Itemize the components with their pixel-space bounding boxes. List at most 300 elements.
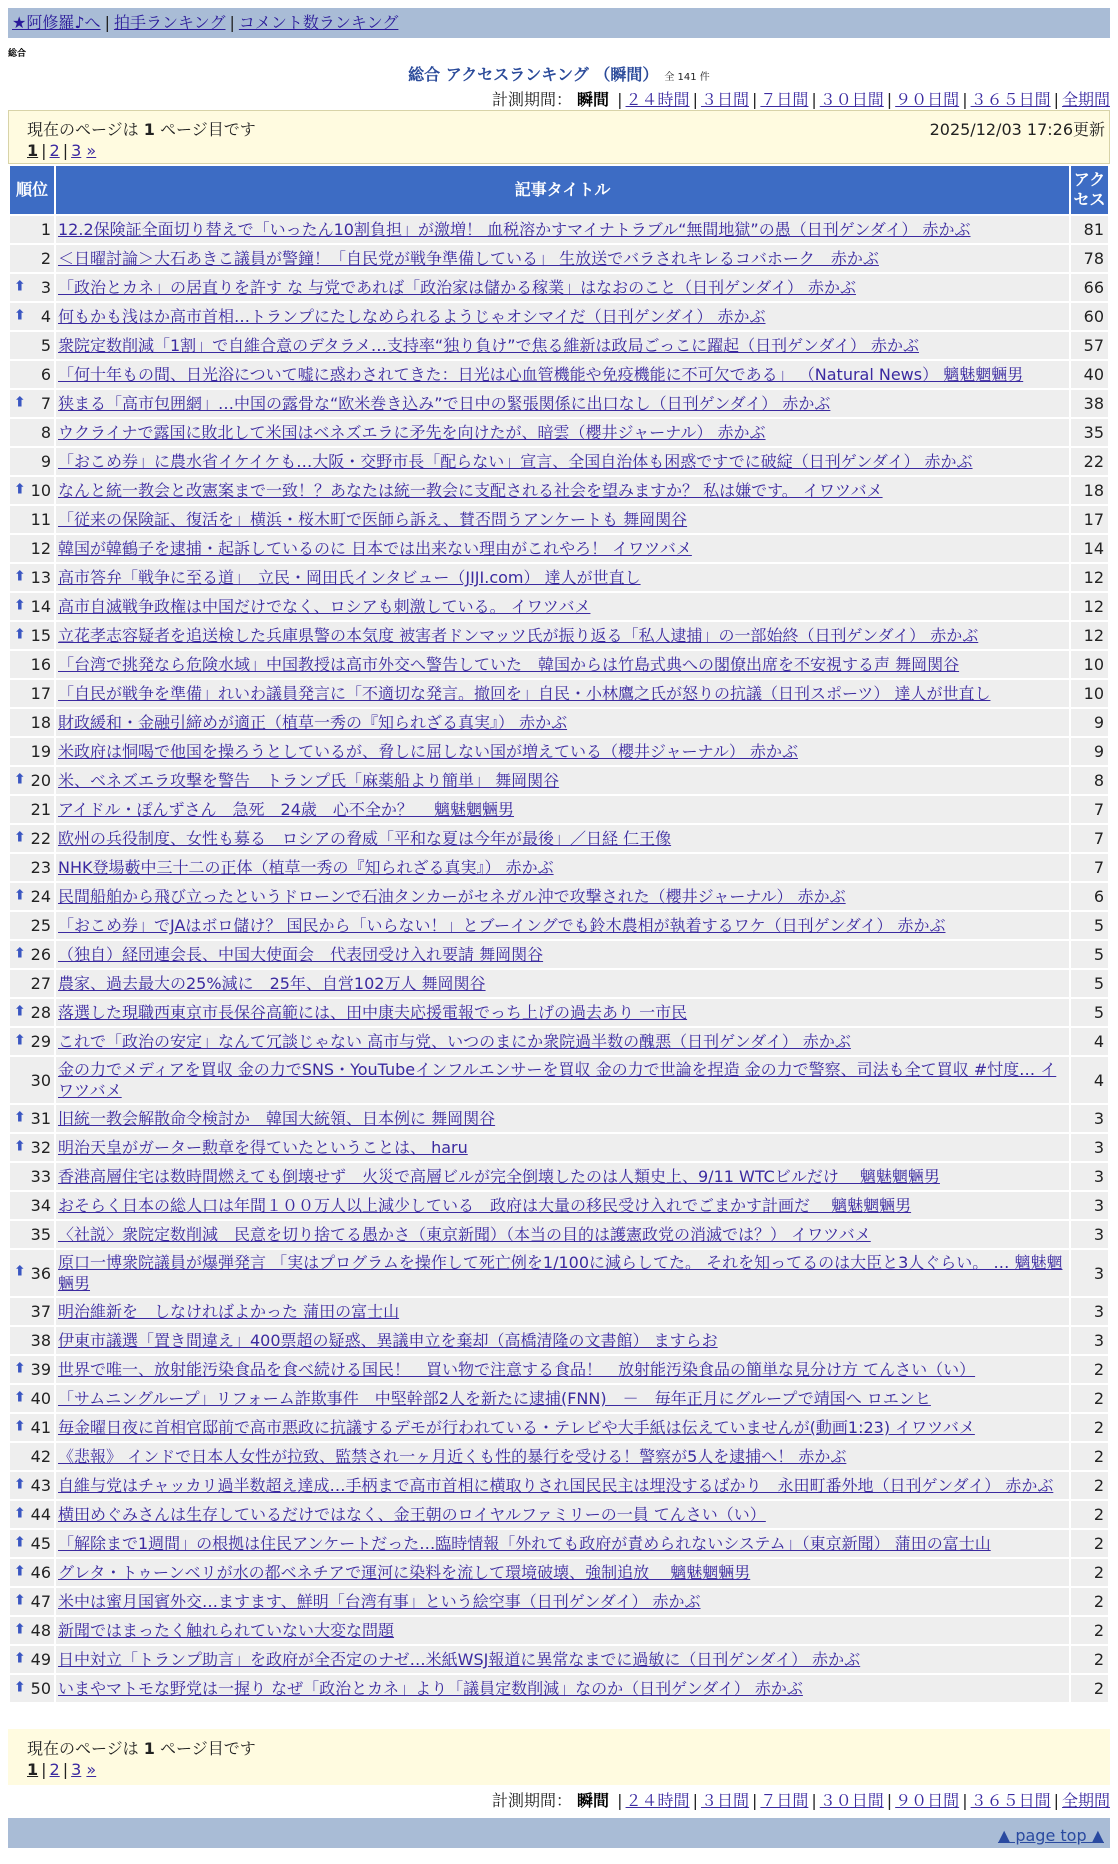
article-title-link[interactable]: 「解除まで1週間」の根拠は住民アンケートだった…臨時情報「外れても政府が責められないシステム」（東京新聞） 蒲田の富士山 [58,1534,991,1553]
article-title-link[interactable]: NHK登場藪中三十二の正体（植草一秀の『知られざる真実』） 赤かぶ [58,858,554,877]
table-row [10,1221,1108,1248]
rank-number: 13 [30,568,51,587]
rank-up-arrow-icon: ⬆ [14,1620,26,1637]
table-row [10,593,1108,620]
table-row [10,1356,1108,1383]
rank-number: 10 [30,481,51,500]
table-row [10,535,1108,562]
access-count: 3 [1071,1298,1108,1325]
access-count: 2 [1071,1385,1108,1412]
table-row [10,912,1108,939]
title-cell [56,1617,1069,1644]
access-count: 10 [1071,680,1108,707]
article-title-link[interactable]: グレタ・トゥーンベリが水の都ベネチアで運河に染料を流して環境破壊、強制追放 魑魅魍魎男 [58,1563,751,1582]
rank-up-arrow-icon: ⬆ [14,1417,26,1434]
title-cell [56,1192,1069,1219]
article-title-link[interactable]: 韓国が韓鶴子を逮捕・起訴しているのに 日本では出来ない理由がこれやろ！ イワツバメ [58,539,692,558]
access-count: 18 [1071,477,1108,504]
table-row [10,361,1108,388]
title-cell [56,709,1069,736]
article-title-link[interactable]: 毎金曜日夜に首相官邸前で高市悪政に抗議するデモが行われている・テレビや大手紙は伝えていませんが(動画1:23) イワツバメ [58,1418,975,1437]
title-cell [56,1646,1069,1673]
access-count: 57 [1071,332,1108,359]
title-cell [56,738,1069,765]
article-title-link[interactable]: 「従来の保険証、復活を」横浜・桜木町で医師ら訴え、賛否問うアンケートも 舞岡関谷 [58,510,688,529]
table-row [10,1501,1108,1528]
access-count: 2 [1071,1530,1108,1557]
article-title-link[interactable]: 米政府は恫喝で他国を操ろうとしているが、脅しに屈しない国が増えている（櫻井ジャーナル） 赤かぶ [58,742,798,761]
rank-number: 6 [40,365,51,384]
article-title-link[interactable]: 落選した現職西東京市長保谷高範には、田中康夫応援電報でっち上げの過去あり 一市民 [58,1003,688,1022]
article-title-link[interactable]: 米、ベネズエラ攻撃を警告 トランプ氏「麻薬船より簡単」 舞岡関谷 [58,771,560,790]
article-title-link[interactable]: ウクライナで露国に敗北して米国はベネズエラに矛先を向けたが、暗雲（櫻井ジャーナル） 赤かぶ [58,423,766,442]
title-cell [56,564,1069,591]
article-title-link[interactable]: 明治維新を しなければよかった 蒲田の富士山 [58,1302,400,1321]
rank-cell [10,1385,54,1412]
rank-cell [10,303,54,330]
table-row [10,564,1108,591]
table-row [10,1250,1108,1296]
table-row [10,680,1108,707]
article-title-link[interactable]: ＜日曜討論＞大石あきこ議員が警鐘！「自民党が戦争準備している」 生放送でバラされキレるコバホーク 赤かぶ [58,249,879,268]
access-count: 9 [1071,738,1108,765]
rank-cell [10,622,54,649]
access-count: 81 [1071,216,1108,243]
table-row [10,825,1108,852]
rank-cell [10,970,54,997]
rank-cell [10,1501,54,1528]
rank-number: 1 [40,220,51,239]
rank-cell [10,1105,54,1132]
pager-link[interactable]: 3 [71,141,82,160]
article-title-link[interactable]: アイドル・ぽんずさん 急死 24歳 心不全か？ 魑魅魍魎男 [58,800,515,819]
rank-cell [10,767,54,794]
rank-cell [10,419,54,446]
table-row [10,1298,1108,1325]
rank-number: 50 [30,1679,51,1698]
article-title-link[interactable]: 「自民が戦争を準備」れいわ議員発言に「不適切な発言。撤回を」自民・小林鷹之氏が怒りの抗議（日刊スポーツ） 達人が世直し [58,684,991,703]
rank-up-arrow-icon: ⬆ [14,1678,26,1695]
rank-up-arrow-icon: ⬆ [14,1649,26,1666]
period-separator: | [692,1791,698,1810]
rank-cell [10,1356,54,1383]
rank-cell [10,216,54,243]
period-option-link[interactable]: ２４時間 [625,90,690,109]
table-row [10,970,1108,997]
table-row [10,332,1108,359]
period-option-link[interactable]: 全期間 [1061,1791,1110,1810]
current-page-text: 現在のページは 1 ページ目です [27,1739,256,1758]
table-row [10,419,1108,446]
rank-number: 38 [30,1331,51,1350]
period-separator: | [692,90,698,109]
rank-number: 31 [30,1109,51,1128]
title-cell [56,1134,1069,1161]
title-cell [56,332,1069,359]
article-title-link[interactable]: 「何十年もの間、日光浴について嘘に惑わされてきた：日光は心血管機能や免疫機能に不可欠である」 （Natural News） 魑魅魍魎男 [58,365,1024,384]
title-cell [56,1057,1069,1103]
rank-number: 35 [30,1225,51,1244]
rank-number: 48 [30,1621,51,1640]
rank-cell [10,912,54,939]
footer-bar [8,1818,1110,1848]
title-cell [56,651,1069,678]
rank-number: 11 [30,510,51,529]
period-separator: | [811,1791,817,1810]
article-title-link[interactable]: 狭まる「高市包囲網」…中国の露骨な“欧米巻き込み”で日中の緊張関係に出口なし（日刊ゲンダイ） 赤かぶ [58,394,831,413]
table-row [10,1327,1108,1354]
page-info-top [8,110,1110,164]
pager-link[interactable]: 2 [49,141,60,160]
rank-number: 26 [30,945,51,964]
pager-separator: | [41,141,47,160]
page-title-text: 総合 アクセスランキング （瞬間） [408,65,659,84]
table-row [10,1385,1108,1412]
table-row [10,390,1108,417]
article-title-link[interactable]: 自維与党はチャッカリ過半数超え達成…手柄まで高市首相に横取りされ国民民主は埋没するばかり 永田町番外地（日刊ゲンダイ） 赤かぶ [58,1476,1054,1495]
article-title-link[interactable]: 立花孝志容疑者を追送検した兵庫県警の本気度 被害者ドンマッツ氏が振り返る「私人逮捕」の一部始終（日刊ゲンダイ） 赤かぶ [58,626,979,645]
period-separator: | [1053,1791,1059,1810]
access-count: 14 [1071,535,1108,562]
access-count: 2 [1071,1356,1108,1383]
article-title-link[interactable]: 新聞ではまったく触れられていない大変な問題 [58,1621,395,1640]
table-row [10,622,1108,649]
title-cell [56,1530,1069,1557]
article-title-link[interactable]: 世界で唯一、放射能汚染食品を食べ続ける国民！ 買い物で注意する食品！ 放射能汚染食品の簡単な見分け方 てんさい（い） [58,1360,976,1379]
ranking-table [8,164,1110,1704]
rank-up-arrow-icon: ⬆ [14,1533,26,1550]
top-nav-bar [8,8,1110,38]
period-separator: | [751,90,758,109]
title-cell [56,999,1069,1026]
pager-current: 1 [27,1760,39,1779]
title-cell [56,622,1069,649]
article-title-link[interactable]: 香港高層住宅は数時間燃えても倒壊せず 火災で高層ビルが完全倒壊したのは人類史上、9/11 WTCビルだけ 魑魅魍魎男 [58,1167,940,1186]
title-cell [56,1414,1069,1441]
table-row [10,1559,1108,1586]
rank-cell [10,564,54,591]
rank-up-arrow-icon: ⬆ [14,1504,26,1521]
access-count: 8 [1071,767,1108,794]
title-cell [56,1443,1069,1470]
article-title-link[interactable]: 民間船舶から飛び立ったというドローンで石油タンカーがセネガル沖で攻撃された（櫻井ジャーナル） 赤かぶ [58,887,846,906]
period-option-link[interactable]: ３６５日間 [970,1791,1051,1810]
rank-number: 18 [30,713,51,732]
rank-up-arrow-icon: ⬆ [14,596,26,613]
article-title-link[interactable]: 「おこめ券」でJAはボロ儲け？ 国民から「いらない！」とブーイングでも鈴木農相が執着するワケ（日刊ゲンダイ） 赤かぶ [58,916,946,935]
title-cell [56,1250,1069,1296]
rank-up-arrow-icon: ⬆ [14,277,26,294]
access-count: 9 [1071,709,1108,736]
access-count: 7 [1071,825,1108,852]
access-count: 40 [1071,361,1108,388]
article-title-link[interactable]: 欧州の兵役制度、女性も募る ロシアの脅威「平和な夏は今年が最後」／日経 仁王像 [58,829,672,848]
article-title-link[interactable]: 横田めぐみさんは生存しているだけではなく、金王朝のロイヤルファミリーの一員 てんさい（い） [58,1505,766,1524]
access-count: 5 [1071,970,1108,997]
access-count: 2 [1071,1414,1108,1441]
title-cell [56,970,1069,997]
access-count: 6 [1071,883,1108,910]
access-count: 78 [1071,245,1108,272]
rank-cell [10,999,54,1026]
page-title [0,62,1118,85]
rank-number: 39 [30,1360,51,1379]
rank-up-arrow-icon: ⬆ [14,567,26,584]
rank-number: 12 [30,539,51,558]
access-count: 10 [1071,651,1108,678]
title-cell [56,477,1069,504]
pager-link[interactable]: 2 [49,1760,60,1779]
rank-cell [10,1057,54,1103]
rank-number: 3 [40,278,51,297]
table-row [10,709,1108,736]
rank-cell [10,651,54,678]
home-link[interactable]: ★阿修羅♪へ [12,13,101,32]
title-cell [56,1472,1069,1499]
access-count: 2 [1071,1675,1108,1702]
title-cell [56,854,1069,881]
access-count: 2 [1071,1472,1108,1499]
article-title-link[interactable]: 「政治とカネ」の居直りを許す な 与党であれば「政治家は儲かる稼業」はなおのこと（日刊ゲンダイ） 赤かぶ [58,278,856,297]
rank-up-arrow-icon: ⬆ [14,944,26,961]
table-row [10,796,1108,823]
rank-up-arrow-icon: ⬆ [14,1475,26,1492]
article-title-link[interactable]: 「台湾で挑発なら危険水域」中国教授は高市外交へ警告していた 韓国からは竹島式典への閣僚出席を不安視する声 舞岡関谷 [58,655,960,674]
article-title-link[interactable]: （独自）経団連会長、中国大使面会 代表団受け入れ要請 舞岡関谷 [58,945,544,964]
table-row [10,1675,1108,1702]
rank-number: 25 [30,916,51,935]
pager-next-link[interactable]: » [86,141,97,160]
access-count: 3 [1071,1327,1108,1354]
period-option-link[interactable]: ３日間 [700,1791,749,1810]
nav-separator: | [229,13,235,32]
access-count: 7 [1071,796,1108,823]
rank-cell [10,1028,54,1055]
rank-number: 24 [30,887,51,906]
table-row [10,1105,1108,1132]
period-option-link[interactable]: 全期間 [1061,90,1110,109]
article-title-link[interactable]: 「サムニングループ」リフォーム詐欺事件 中堅幹部2人を新たに逮捕(FNN) － 毎年正月にグループで靖国へ ロエンヒ [58,1389,931,1408]
access-count: 3 [1071,1134,1108,1161]
period-option-link[interactable]: ３日間 [700,90,749,109]
article-title-link[interactable]: 伊東市議選「置き間違え」400票超の疑惑、異議申立を棄却（高橋清隆の文書館） ますらお [58,1331,718,1350]
title-cell [56,1385,1069,1412]
table-row [10,651,1108,678]
article-title-link[interactable]: これで「政治の安定」なんて冗談じゃない 高市与党、いつのまにか衆院過半数の醜悪（日刊ゲンダイ） 赤かぶ [58,1032,851,1051]
period-option-link[interactable]: ３０日間 [819,1791,884,1810]
access-count: 4 [1071,1028,1108,1055]
article-title-link[interactable]: 〈社説〉衆院定数削減 民意を切り捨てる愚かさ（東京新聞）（本当の目的は護憲政党の消滅では？） イワツバメ [58,1225,871,1244]
rank-up-arrow-icon: ⬆ [14,770,26,787]
title-cell [56,1356,1069,1383]
rank-cell [10,1530,54,1557]
rank-up-arrow-icon: ⬆ [14,1108,26,1125]
rank-cell [10,825,54,852]
rank-number: 33 [30,1167,51,1186]
rank-up-arrow-icon: ⬆ [14,1562,26,1579]
table-row [10,477,1108,504]
rank-cell [10,274,54,301]
access-count: 2 [1071,1588,1108,1615]
article-title-link[interactable]: 米中は蜜月国賓外交…ますます、鮮明「台湾有事」という絵空事（日刊ゲンダイ） 赤かぶ [58,1592,701,1611]
rank-cell [10,361,54,388]
rank-number: 32 [30,1138,51,1157]
article-title-link[interactable]: 12.2保険証全面切り替えで「いったん10割負担」が激増！ 血税溶かすマイナトラブル“無間地獄”の愚（日刊ゲンダイ） 赤かぶ [58,220,971,239]
rank-cell [10,1559,54,1586]
period-option-link[interactable]: ９０日間 [895,90,960,109]
table-row [10,1057,1108,1103]
table-row [10,1028,1108,1055]
pager-next-link[interactable]: » [86,1760,97,1779]
pager-bottom [27,1760,96,1779]
article-title-link[interactable]: 財政緩和・金融引締めが適正（植草一秀の『知られざる真実』） 赤かぶ [58,713,568,732]
total-count: 全 141 件 [664,72,710,83]
rank-cell [10,506,54,533]
pager-link[interactable]: 3 [71,1760,82,1779]
rank-number: 47 [30,1592,51,1611]
rank-number: 2 [40,249,51,268]
period-option-link[interactable]: ７日間 [760,90,809,109]
title-cell [56,825,1069,852]
article-title-link[interactable]: 旧統一教会解散命令検討か 韓国大統領、日本例に 舞岡関谷 [58,1109,496,1128]
table-row [10,303,1108,330]
rank-cell [10,1250,54,1296]
rank-cell [10,1327,54,1354]
title-cell [56,1221,1069,1248]
rank-number: 34 [30,1196,51,1215]
title-cell [56,1163,1069,1190]
comment-ranking-link[interactable]: コメント数ランキング [238,13,399,32]
access-count: 2 [1071,1559,1108,1586]
rank-number: 15 [30,626,51,645]
table-row [10,245,1108,272]
rank-number: 36 [30,1263,51,1283]
access-count: 2 [1071,1646,1108,1673]
article-title-link[interactable]: 《悲報》 インドで日本人女性が拉致、監禁され一ヶ月近くも性的暴行を受ける！警察が5人を逮捕へ！ 赤かぶ [58,1447,847,1466]
title-cell [56,1501,1069,1528]
access-count: 5 [1071,999,1108,1026]
period-separator: | [617,1791,623,1810]
period-separator: | [886,1791,893,1810]
access-count: 35 [1071,419,1108,446]
title-cell [56,912,1069,939]
rank-up-arrow-icon: ⬆ [14,1359,26,1376]
period-label: 計測期間： [491,90,572,109]
page-top-link[interactable]: ▲ page top ▲ [997,1826,1104,1845]
table-row [10,1414,1108,1441]
title-cell [56,303,1069,330]
rank-number: 7 [40,394,51,413]
updated-timestamp: 2025/12/03 17:26更新 [929,120,1105,139]
period-option-link[interactable]: ２４時間 [625,1791,690,1810]
page-info-bottom [8,1729,1110,1785]
period-separator: | [617,90,623,109]
article-title-link[interactable]: 明治天皇がガーター勲章を得ていたということは、 haru [58,1138,468,1157]
title-cell [56,361,1069,388]
rank-number: 17 [30,684,51,703]
rank-number: 22 [30,829,51,848]
rank-cell [10,1588,54,1615]
rank-number: 16 [30,655,51,674]
article-title-link[interactable]: 何もかも浅はか高市首相…トランプにたしなめられるようじゃオシマイだ（日刊ゲンダイ） 赤かぶ [58,307,766,326]
rank-up-arrow-icon: ⬆ [14,1388,26,1405]
title-cell [56,274,1069,301]
title-cell [56,1675,1069,1702]
access-count: 38 [1071,390,1108,417]
rank-number: 14 [30,597,51,616]
rank-up-arrow-icon: ⬆ [14,828,26,845]
access-count: 2 [1071,1443,1108,1470]
rank-number: 29 [30,1032,51,1051]
access-count: 3 [1071,1221,1108,1248]
table-row [10,1163,1108,1190]
table-row [10,941,1108,968]
rank-cell [10,1163,54,1190]
rank-cell [10,709,54,736]
table-row [10,1134,1108,1161]
rank-up-arrow-icon: ⬆ [14,1591,26,1608]
period-separator: | [962,90,968,109]
rank-number: 21 [30,800,51,819]
period-option-link[interactable]: ７日間 [760,1791,809,1810]
access-count: 60 [1071,303,1108,330]
access-count: 66 [1071,274,1108,301]
article-title-link[interactable]: いまやマトモな野党は一握り なぜ「政治とカネ」より「議員定数削減」なのか（日刊ゲンダイ） 赤かぶ [58,1679,803,1698]
period-option-link[interactable]: ９０日間 [895,1791,960,1810]
article-title-link[interactable]: 高市答弁「戦争に至る道」 立民・岡田氏インタビュー（JIJI.com） 達人が世直し [58,568,641,587]
period-option-link[interactable]: ３０日間 [819,90,884,109]
access-count: 12 [1071,593,1108,620]
clap-ranking-link[interactable]: 拍手ランキング [113,13,226,32]
article-title-link[interactable]: 金の力でメディアを買収 金の力でSNS・YouTubeインフルエンサーを買収 金の力で世論を捏造 金の力で警察、司法も全て買収 #忖度… イワツバメ [58,1060,1057,1100]
article-title-link[interactable]: 原口一博衆院議員が爆弾発言 「実はプログラムを操作して死亡例を1/100に減らしてた。 それを知ってるのは大臣と3人ぐらい。 … 魑魅魍魎男 [58,1253,1063,1293]
rank-number: 19 [30,742,51,761]
table-row [10,738,1108,765]
rank-number: 9 [40,452,51,471]
access-count: 2 [1071,1617,1108,1644]
rank-number: 30 [30,1070,51,1090]
title-cell [56,767,1069,794]
rank-number: 28 [30,1003,51,1022]
table-row [10,854,1108,881]
rank-cell [10,477,54,504]
rank-number: 8 [40,423,51,442]
title-cell [56,506,1069,533]
rank-number: 44 [30,1505,51,1524]
rank-number: 49 [30,1650,51,1669]
rank-cell [10,680,54,707]
rank-up-arrow-icon: ⬆ [14,1002,26,1019]
article-title-link[interactable]: 日中対立「トランプ助言」を政府が全否定のナゼ…米紙WSJ報道に異常なまでに過敏に（日刊ゲンダイ） 赤かぶ [58,1650,861,1669]
article-title-link[interactable]: 農家、過去最大の25%減に 25年、自営102万人 舞岡関谷 [58,974,486,993]
period-selector-bottom [492,1788,1110,1811]
rank-cell [10,883,54,910]
rank-cell [10,796,54,823]
article-title-link[interactable]: 高市自滅戦争政権は中国だけでなく、ロシアも刺激している。 イワツバメ [58,597,591,616]
rank-cell [10,941,54,968]
article-title-link[interactable]: 衆院定数削減「1割」で自維合意のデタラメ…支持率“独り負け”で焦る維新は政局ごっこに躍起（日刊ゲンダイ） 赤かぶ [58,336,919,355]
access-count: 2 [1071,1501,1108,1528]
article-title-link[interactable]: おそらく日本の総人口は年間１００万人以上減少している 政府は大量の移民受け入れでごまかす計画だ 魑魅魍魎男 [58,1196,912,1215]
rank-cell [10,1192,54,1219]
article-title-link[interactable]: 「おこめ券」に農水省イケイケも…大阪・交野市長「配らない」宣言、全国自治体も困惑ですでに破綻（日刊ゲンダイ） 赤かぶ [58,452,973,471]
access-count: 12 [1071,564,1108,591]
rank-number: 43 [30,1476,51,1495]
period-selector-top [492,87,1110,110]
article-title-link[interactable]: なんと統一教会と改憲案まで一致！？あなたは統一教会に支配される社会を望みますか？ 私は嫌です。 イワツバメ [58,481,883,500]
rank-cell [10,1443,54,1470]
period-option-link[interactable]: ３６５日間 [970,90,1051,109]
